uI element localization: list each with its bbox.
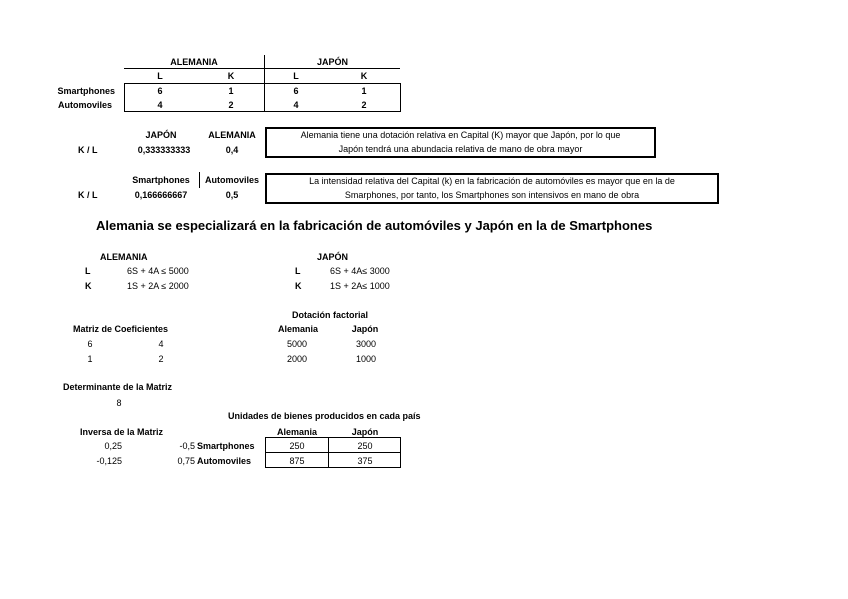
- constraints-germany-title: ALEMANIA: [100, 252, 148, 262]
- kl-germany-value: 0,4: [225, 145, 239, 155]
- intensity-smart-value: 0,166666667: [134, 190, 188, 200]
- inverse-cell: 0,75: [177, 456, 195, 466]
- kl-japan-value: 0,333333333: [137, 145, 191, 155]
- constraints-japan-title: JAPÓN: [317, 252, 349, 262]
- endowment-col-japan: Japón: [351, 324, 379, 334]
- constraint-expr: 6S + 4A ≤ 5000: [127, 266, 189, 276]
- constraint-expr: 1S + 2A ≤ 2000: [127, 281, 189, 291]
- table1-cell: 6: [157, 86, 163, 96]
- inverse-cell: -0,5: [179, 441, 195, 451]
- production-row-label: Smartphones: [197, 441, 255, 451]
- table1-row-label: Automoviles: [57, 100, 112, 110]
- table1-col-k-a: K: [227, 71, 235, 81]
- table1-cell: 1: [228, 86, 234, 96]
- kl-col-japan: JAPÓN: [145, 130, 177, 140]
- matrix-cell: 4: [158, 339, 164, 349]
- constraint-var: L: [85, 266, 91, 276]
- constraint-expr: 6S + 4A≤ 3000: [330, 266, 390, 276]
- table1-col-l-a: L: [157, 71, 163, 81]
- table1-row-label: Smartphones: [57, 86, 115, 96]
- endowment-cell: 3000: [355, 339, 377, 349]
- endowment-cell: 5000: [286, 339, 308, 349]
- determinant-title: Determinante de la Matriz: [63, 382, 173, 392]
- production-cell: 250: [289, 441, 305, 451]
- conclusion-heading: Alemania se especializará en la fabricación de automóviles y Japón en la de Smartphones: [96, 218, 653, 233]
- production-cell: 375: [357, 456, 373, 466]
- production-cell: 250: [357, 441, 373, 451]
- constraint-expr: 1S + 2A≤ 1000: [330, 281, 390, 291]
- table1-cell: 4: [157, 100, 163, 110]
- intensity-col-automoviles: Automoviles: [204, 175, 259, 185]
- determinant-value: 8: [116, 398, 122, 408]
- endowment-cell: 1000: [355, 354, 377, 364]
- matrix-cell: 1: [87, 354, 93, 364]
- inverse-title: Inversa de la Matriz: [80, 427, 164, 437]
- endowment-col-germany: Alemania: [277, 324, 319, 334]
- matrix-title: Matriz de Coeficientes: [73, 324, 169, 334]
- table1-cell: 4: [293, 100, 299, 110]
- table1-cell: 6: [293, 86, 299, 96]
- kl-row-label: K / L: [78, 145, 98, 155]
- production-title: Unidades de bienes producidos en cada país: [228, 411, 421, 421]
- production-grid-row-rule: [265, 452, 401, 453]
- inverse-cell: -0,125: [96, 456, 122, 466]
- production-grid-col-rule: [328, 437, 329, 468]
- production-col-germany: Alemania: [276, 427, 318, 437]
- table1-country-a: ALEMANIA: [170, 57, 218, 67]
- kl-col-germany: ALEMANIA: [208, 130, 256, 140]
- production-col-japan: Japón: [351, 427, 379, 437]
- kl-note-line2: Japón tendrá una abundacia relativa de mano de obra mayor: [338, 144, 583, 154]
- table1-cell: 2: [228, 100, 234, 110]
- table1-header-rule: [124, 68, 400, 69]
- table1-cell: 2: [361, 100, 367, 110]
- production-row-label: Automoviles: [197, 456, 252, 466]
- intensity-row-label: K / L: [78, 190, 98, 200]
- table1-cell: 1: [361, 86, 367, 96]
- kl-note-line1: Alemania tiene una dotación relativa en Capital (K) mayor que Japón, por lo que: [300, 130, 621, 140]
- matrix-cell: 6: [87, 339, 93, 349]
- constraint-var: L: [295, 266, 301, 276]
- matrix-cell: 2: [158, 354, 164, 364]
- intensity-divider: [199, 172, 200, 188]
- constraint-var: K: [295, 281, 302, 291]
- table1-col-k-b: K: [360, 71, 368, 81]
- table1-col-l-b: L: [293, 71, 299, 81]
- table1-country-b: JAPÓN: [316, 57, 348, 67]
- intensity-col-smartphones: Smartphones: [132, 175, 190, 185]
- intensity-note-line2: Smarphones, por tanto, los Smartphones son intensivos en mano de obra: [344, 190, 640, 200]
- intensity-note-line1: La intensidad relativa del Capital (k) en la fabricación de automóviles es mayor que en la de: [309, 176, 675, 186]
- constraint-var: K: [85, 281, 92, 291]
- production-cell: 875: [289, 456, 305, 466]
- inverse-cell: 0,25: [104, 441, 122, 451]
- endowment-title: Dotación factorial: [292, 310, 369, 320]
- intensity-auto-value: 0,5: [225, 190, 239, 200]
- endowment-cell: 2000: [286, 354, 308, 364]
